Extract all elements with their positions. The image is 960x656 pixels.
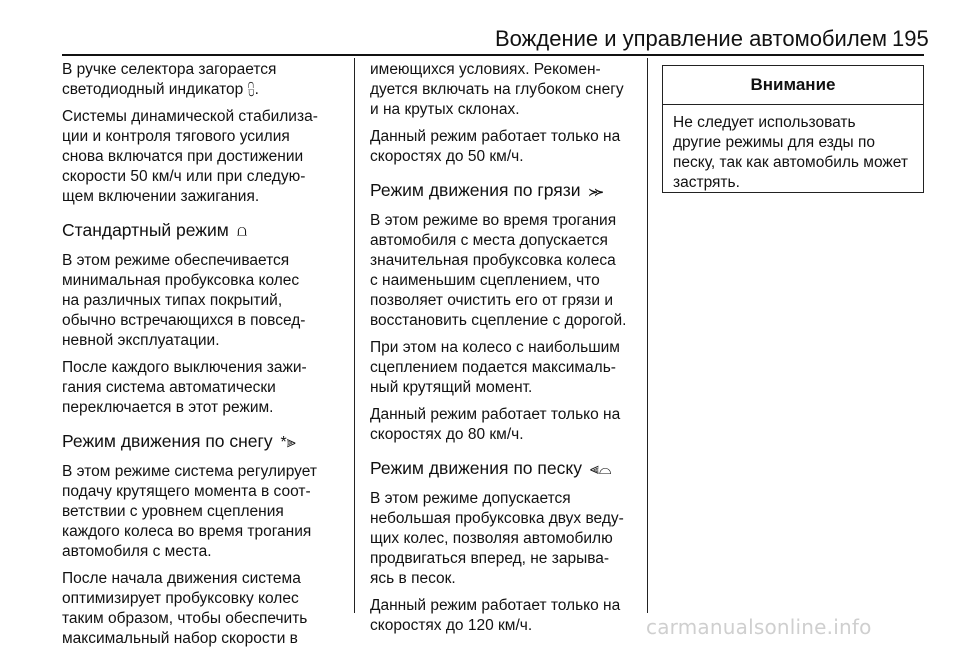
paragraph: В этом режиме во время трогания автомобиля с места допускается значительная пробуксовка колеса с наименьшим сцеплением, что позволяет очистить его от грязи и восстановить сцепление с дорогой. (370, 212, 627, 329)
warning-text: Не следует использовать другие режимы для езды по песку, так как автомобиль может застрять. (673, 114, 908, 191)
paragraph: После каждого выключения зажи- гания система автоматически переключается в этот режим. (62, 359, 307, 416)
section-heading-mud-mode: Режим движения по грязи ⪼ (370, 180, 604, 200)
section-heading-standard-mode: Стандартный режим ⩍ (62, 220, 248, 240)
standard-mode-icon: ⩍ (236, 223, 248, 240)
snow-mode-icon: *⫸ (280, 434, 296, 451)
paragraph: имеющихся условиях. Рекомен- дуется включать на глубоком снегу и на крутых склонах. (370, 61, 624, 118)
paragraph: В этом режиме система регулирует подачу крутящего момента в соот- ветствии с уровнем сцепления каждого колеса во время трогания автомобиля с места. (62, 463, 317, 560)
paragraph: Данный режим работает только на скоростях до 80 км/ч. (370, 406, 621, 443)
column-divider-1 (354, 58, 355, 613)
watermark: carmanualsonline.info (646, 615, 872, 639)
paragraph: После начала движения система оптимизирует пробуксовку колес таким образом, чтобы обеспечить максимальный набор скорости в (62, 570, 308, 647)
column-2 (370, 60, 642, 643)
paragraph: Системы динамической стабилиза- ции и контроля тягового усилия снова включатся при достижении скорости 50 км/ч или при следую- щем включении зажигания. (62, 108, 318, 205)
warning-title: Внимание (663, 66, 923, 105)
paragraph: В ручке селектора загорается светодиодный индикатор ⩉. (62, 61, 277, 98)
mud-mode-icon: ⪼ (588, 183, 604, 200)
paragraph: Данный режим работает только на скоростях до 120 км/ч. (370, 597, 621, 634)
page-number: 195 (892, 26, 929, 51)
warning-box (662, 65, 924, 193)
column-1 (62, 60, 350, 656)
paragraph: В этом режиме допускается небольшая пробуксовка двух веду- щих колес, позволяя автомобилю продвигаться вперед, не зарыва- ясь в песок. (370, 490, 624, 587)
paragraph: При этом на колесо с наибольшим сцеплением подается максималь- ный крутящий момент. (370, 339, 620, 396)
header-divider (62, 54, 924, 56)
paragraph: В этом режиме обеспечивается минимальная пробуксовка колес на различных типах покрытий, обычно встречающихся в повсед- невной эксплуатации. (62, 252, 306, 349)
page-title: Вождение и управление автомобилем (495, 26, 888, 51)
paragraph: Данный режим работает только на скоростях до 50 км/ч. (370, 128, 621, 165)
section-heading-snow-mode: Режим движения по снегу *⫸ (62, 431, 296, 451)
section-heading-sand-mode: Режим движения по песку ⫷⌓ (370, 458, 612, 478)
sand-mode-icon: ⫷⌓ (589, 461, 612, 478)
column-divider-2 (647, 58, 648, 613)
